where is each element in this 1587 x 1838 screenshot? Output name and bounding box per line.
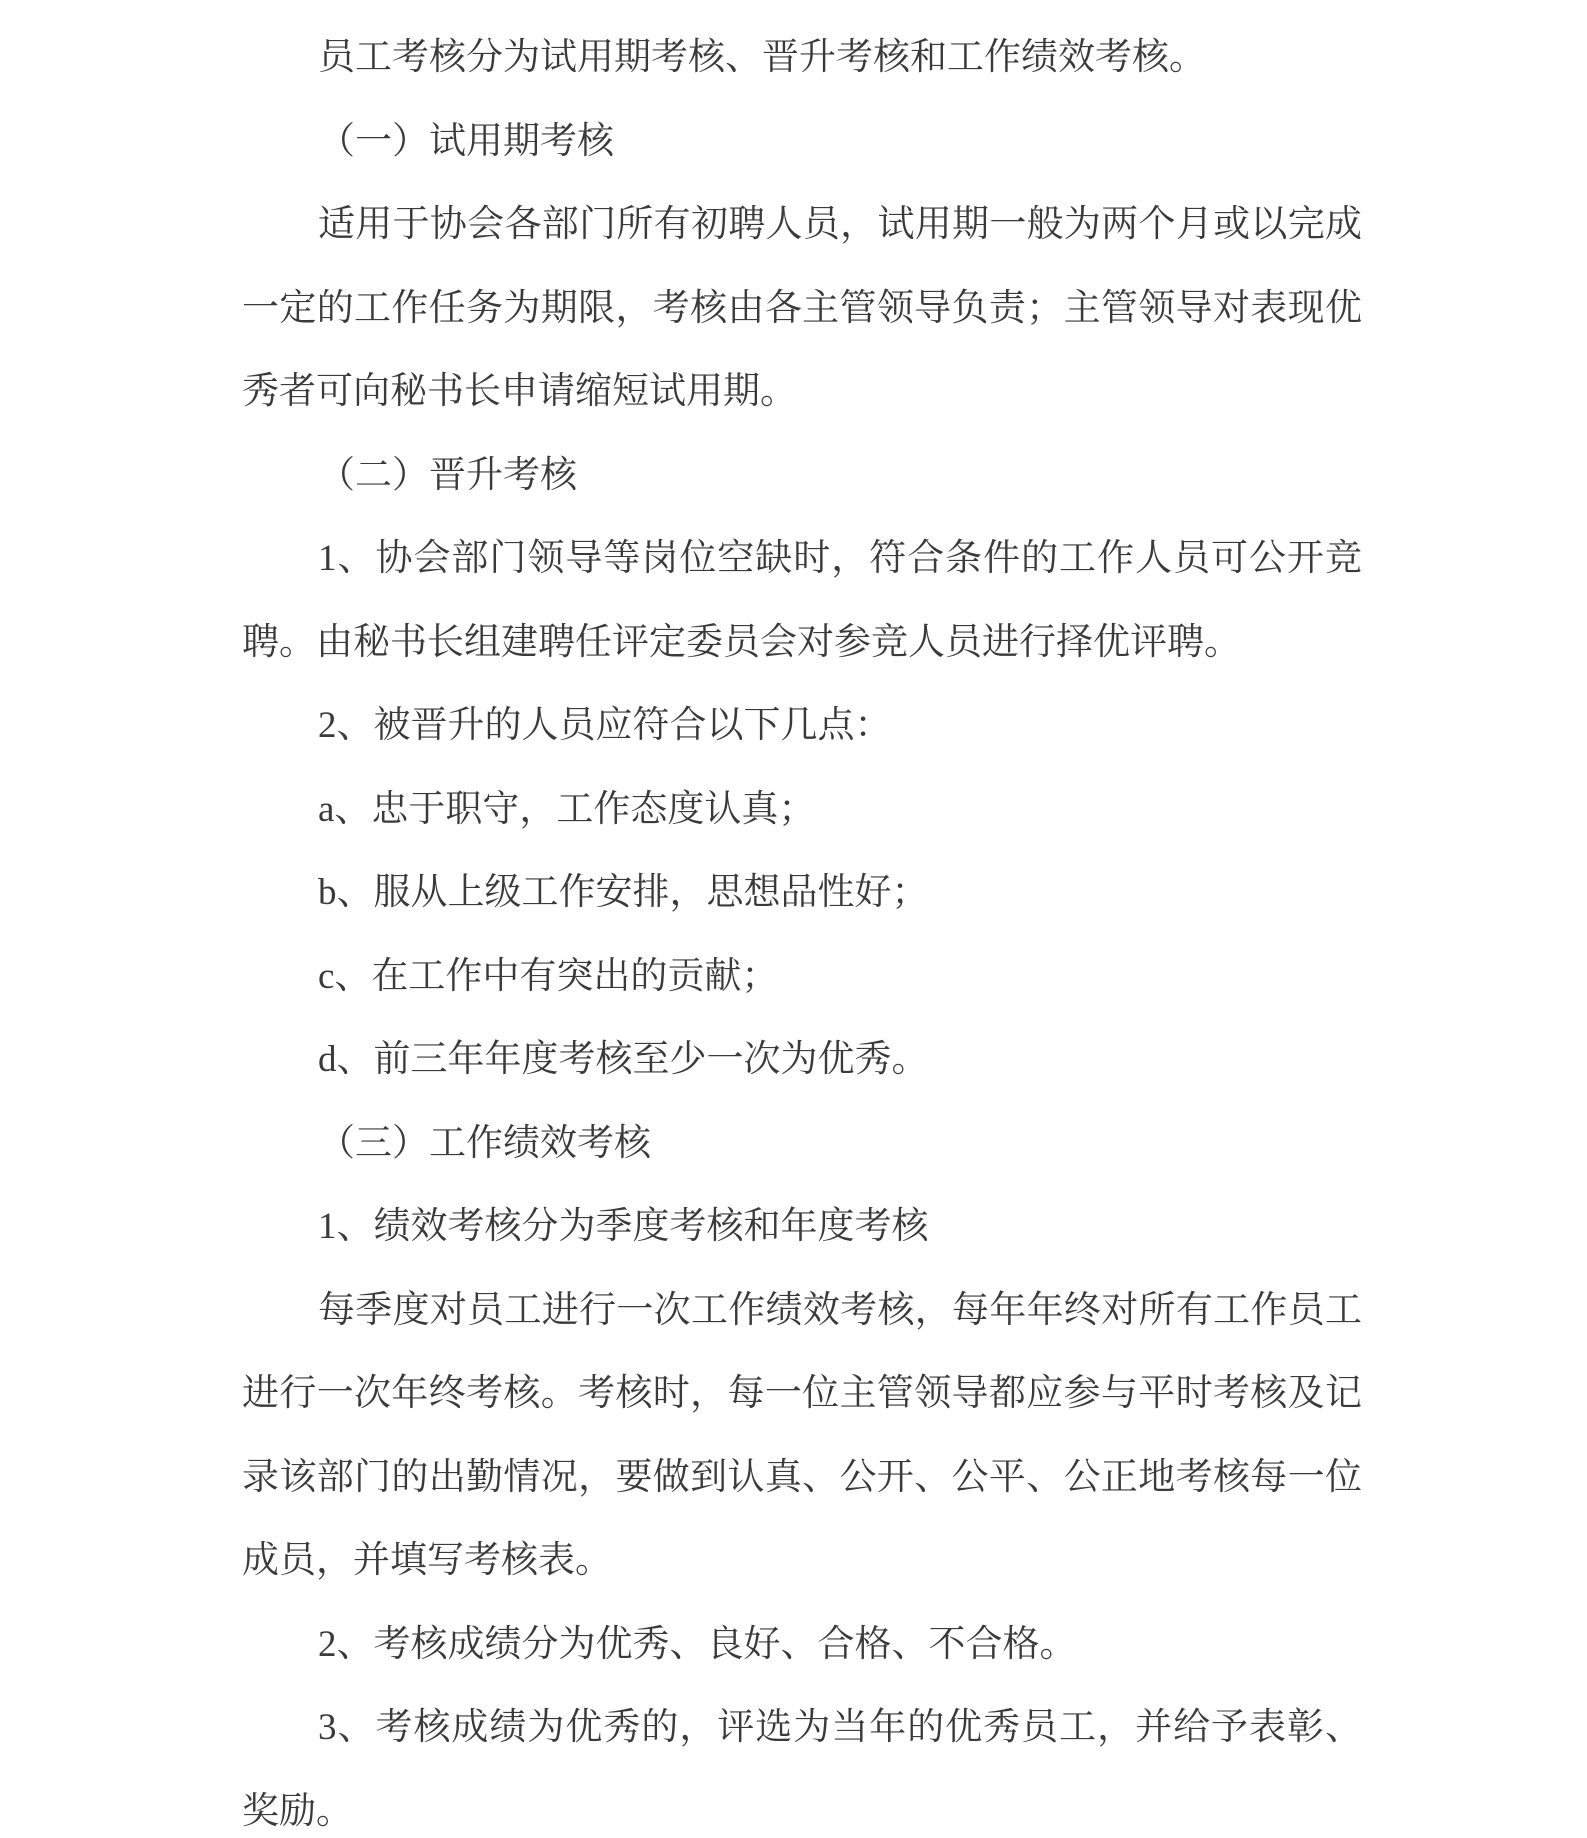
text-line: 1、协会部门领导等岗位空缺时，符合条件的工作人员可公开竞	[318, 538, 1362, 579]
text-line: d、前三年年度考核至少一次为优秀。	[318, 1039, 929, 1080]
text-line: （三）工作绩效考核	[318, 1123, 651, 1164]
text-line: a、忠于职守，工作态度认真；	[318, 789, 816, 830]
text-line: 2、考核成绩分为优秀、良好、合格、不合格。	[318, 1624, 1077, 1665]
text-line: 员工考核分为试用期考核、晋升考核和工作绩效考核。	[318, 37, 1206, 78]
text-line: 1、绩效考核分为季度考核和年度考核	[318, 1206, 929, 1247]
text-line: 3、考核成绩为优秀的，评选为当年的优秀员工，并给予表彰、	[318, 1707, 1362, 1748]
text-line: c、在工作中有突出的贡献；	[318, 956, 779, 997]
text-line: （二）晋升考核	[318, 455, 577, 496]
text-line: 2、被晋升的人员应符合以下几点：	[318, 705, 892, 746]
text-line: 录该部门的出勤情况，要做到认真、公开、公平、公正地考核每一位	[242, 1457, 1362, 1498]
text-line: 一定的工作任务为期限，考核由各主管领导负责；主管领导对表现优	[242, 288, 1362, 329]
text-line: 适用于协会各部门所有初聘人员，试用期一般为两个月或以完成	[318, 204, 1362, 245]
text-line: 成员，并填写考核表。	[242, 1540, 612, 1581]
text-line: 聘。由秘书长组建聘任评定委员会对参竞人员进行择优评聘。	[242, 622, 1241, 663]
text-line: b、服从上级工作安排，思想品性好；	[318, 872, 929, 913]
text-line: 每季度对员工进行一次工作绩效考核，每年年终对所有工作员工	[318, 1290, 1362, 1331]
text-line: 秀者可向秘书长申请缩短试用期。	[242, 371, 797, 412]
text-line: 进行一次年终考核。考核时，每一位主管领导都应参与平时考核及记	[242, 1373, 1362, 1414]
text-line: 奖励。	[242, 1791, 353, 1832]
text-line: （一）试用期考核	[318, 121, 614, 162]
